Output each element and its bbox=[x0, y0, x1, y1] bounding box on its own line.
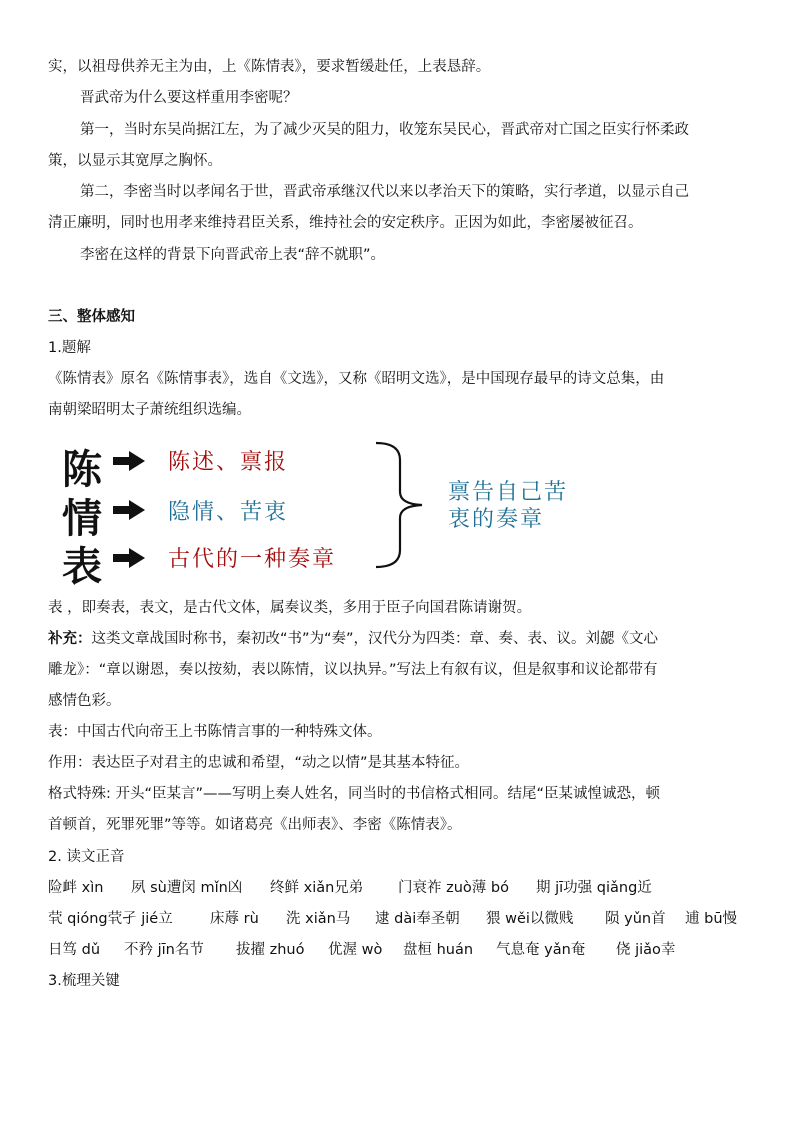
pronunciation-item: 险衅 xìn bbox=[48, 880, 104, 896]
diagram-char-chen: 陈 bbox=[62, 447, 102, 493]
pronunciation-item: 盘桓 huán bbox=[403, 942, 474, 958]
paragraph-biao-meaning: 表：中国古代向帝王上书陈情言事的一种特殊文体。 bbox=[48, 724, 382, 740]
pronunciation-item: 优渥 wò bbox=[328, 942, 383, 958]
section-heading: 三、整体感知 bbox=[48, 309, 135, 325]
diagram-summary bbox=[448, 479, 568, 533]
pronunciation-item: 陨 yǔn首 bbox=[605, 911, 666, 927]
paragraph-background-end: 实，以祖母供养无主为由，上《陈情表》，要求暂缓赴任，上表恳辞。 bbox=[48, 59, 491, 75]
pronunciation-row bbox=[48, 876, 748, 898]
paragraph-conclusion: 李密在这样的背景下向晋武帝上表“辞不就职”。 bbox=[80, 247, 386, 263]
paragraph-format-cont: 首顿首，死罪死罪”等等。如诸葛亮《出师表》、李密《陈情表》。 bbox=[48, 817, 462, 833]
pronunciation-item: 侥 jiǎo幸 bbox=[616, 942, 676, 958]
diagram-summary-line1: 禀告自己苦 bbox=[448, 480, 569, 505]
pronunciation-item: 气息奄 yǎn奄 bbox=[496, 942, 586, 958]
pronunciation-item: 期 jī功强 qiǎng近 bbox=[536, 880, 652, 896]
pronunciation-item: 逋 bū慢 bbox=[685, 911, 738, 927]
subheading-key-points: 3.梳理关键 bbox=[48, 973, 120, 989]
pronunciation-row bbox=[48, 938, 748, 960]
pronunciation-item: 逮 dài奉圣朝 bbox=[375, 911, 460, 927]
pronunciation-item: 终鲜 xiǎn兄弟 bbox=[270, 880, 364, 896]
diagram-meaning-biao: 古代的一种奏章 bbox=[168, 547, 337, 572]
subheading-pronunciation: 2. 读文正音 bbox=[48, 849, 125, 865]
diagram-meaning-chen: 陈述、禀报 bbox=[168, 450, 289, 475]
paragraph-second-reason: 第二，李密当时以孝闻名于世，晋武帝承继汉代以来以孝治天下的策略，实行孝道，以显示自己 bbox=[80, 184, 689, 200]
pronunciation-item: 茕 qióng茕孑 jié立 bbox=[48, 911, 173, 927]
paragraph-question: 晋武帝为什么要这样重用李密呢？ bbox=[80, 90, 298, 106]
paragraph-format: 格式特殊: 开头“臣某言”——写明上奏人姓名，同当时的书信格式相同。结尾“臣某诚惶诚恐，顿 bbox=[48, 786, 661, 802]
paragraph-first-reason: 第一，当时东吴尚据江左，为了减少灭吴的阻力，收笼东吴民心，晋武帝对亡国之臣实行怀柔政 bbox=[80, 122, 689, 138]
pronunciation-item: 拔擢 zhuó bbox=[236, 942, 305, 958]
pronunciation-item: 洗 xiǎn马 bbox=[286, 911, 351, 927]
paragraph-title-intro: 《陈情表》原名《陈情事表》，选自《文选》，又称《昭明文选》，是中国现存最早的诗文总集，由 bbox=[48, 371, 665, 387]
diagram-summary-line2: 衷的奏章 bbox=[448, 507, 545, 532]
diagram-char-biao: 表 bbox=[62, 544, 102, 590]
supplement-text: 这类文章战国时称书，秦初改“书”为“奏”，汉代分为四类：章、奏、表、议。刘勰《文心 bbox=[91, 631, 659, 647]
paragraph-title-intro-cont: 南朝梁昭明太子萧统组织选编。 bbox=[48, 402, 251, 418]
paragraph-supplement bbox=[48, 627, 658, 648]
paragraph-biao-definition: 表 ，即奏表，表文，是古代文体，属奏议类，多用于臣子向国君陈请谢贺。 bbox=[48, 600, 532, 616]
pronunciation-item: 门衰祚 zuò薄 bó bbox=[398, 880, 509, 896]
curly-brace-icon bbox=[372, 440, 432, 570]
paragraph-function: 作用：表达臣子对君主的忠诚和希望，“动之以情”是其基本特征。 bbox=[48, 755, 470, 771]
paragraph-supplement-cont: 雕龙》：“章以谢恩，奏以按劾，表以陈情，议以执异。”写法上有叙有议，但是叙事和议论都带有 bbox=[48, 662, 658, 678]
pronunciation-row bbox=[48, 907, 748, 929]
supplement-label: 补充： bbox=[48, 631, 92, 647]
pronunciation-item: 日笃 dǔ bbox=[48, 942, 101, 958]
diagram-meaning-qing: 隐情、苦衷 bbox=[168, 500, 289, 525]
paragraph-supplement-end: 感情色彩。 bbox=[48, 693, 121, 709]
subheading-title-explanation: 1.题解 bbox=[48, 340, 91, 356]
pronunciation-item: 猥 wěi以微贱 bbox=[486, 911, 574, 927]
arrow-right-icon bbox=[113, 500, 145, 520]
pronunciation-item: 夙 sù遭闵 mǐn凶 bbox=[131, 880, 243, 896]
arrow-right-icon bbox=[113, 451, 145, 471]
pronunciation-item: 床蓐 rù bbox=[210, 911, 259, 927]
pronunciation-item: 不矜 jīn名节 bbox=[124, 942, 204, 958]
diagram-char-qing: 情 bbox=[62, 496, 102, 542]
arrow-right-icon bbox=[113, 548, 145, 568]
paragraph-first-reason-cont: 策，以显示其宽厚之胸怀。 bbox=[48, 153, 222, 169]
paragraph-second-reason-cont: 清正廉明，同时也用孝来维持君臣关系，维持社会的安定秩序。正因为如此，李密屡被征召。 bbox=[48, 215, 643, 231]
